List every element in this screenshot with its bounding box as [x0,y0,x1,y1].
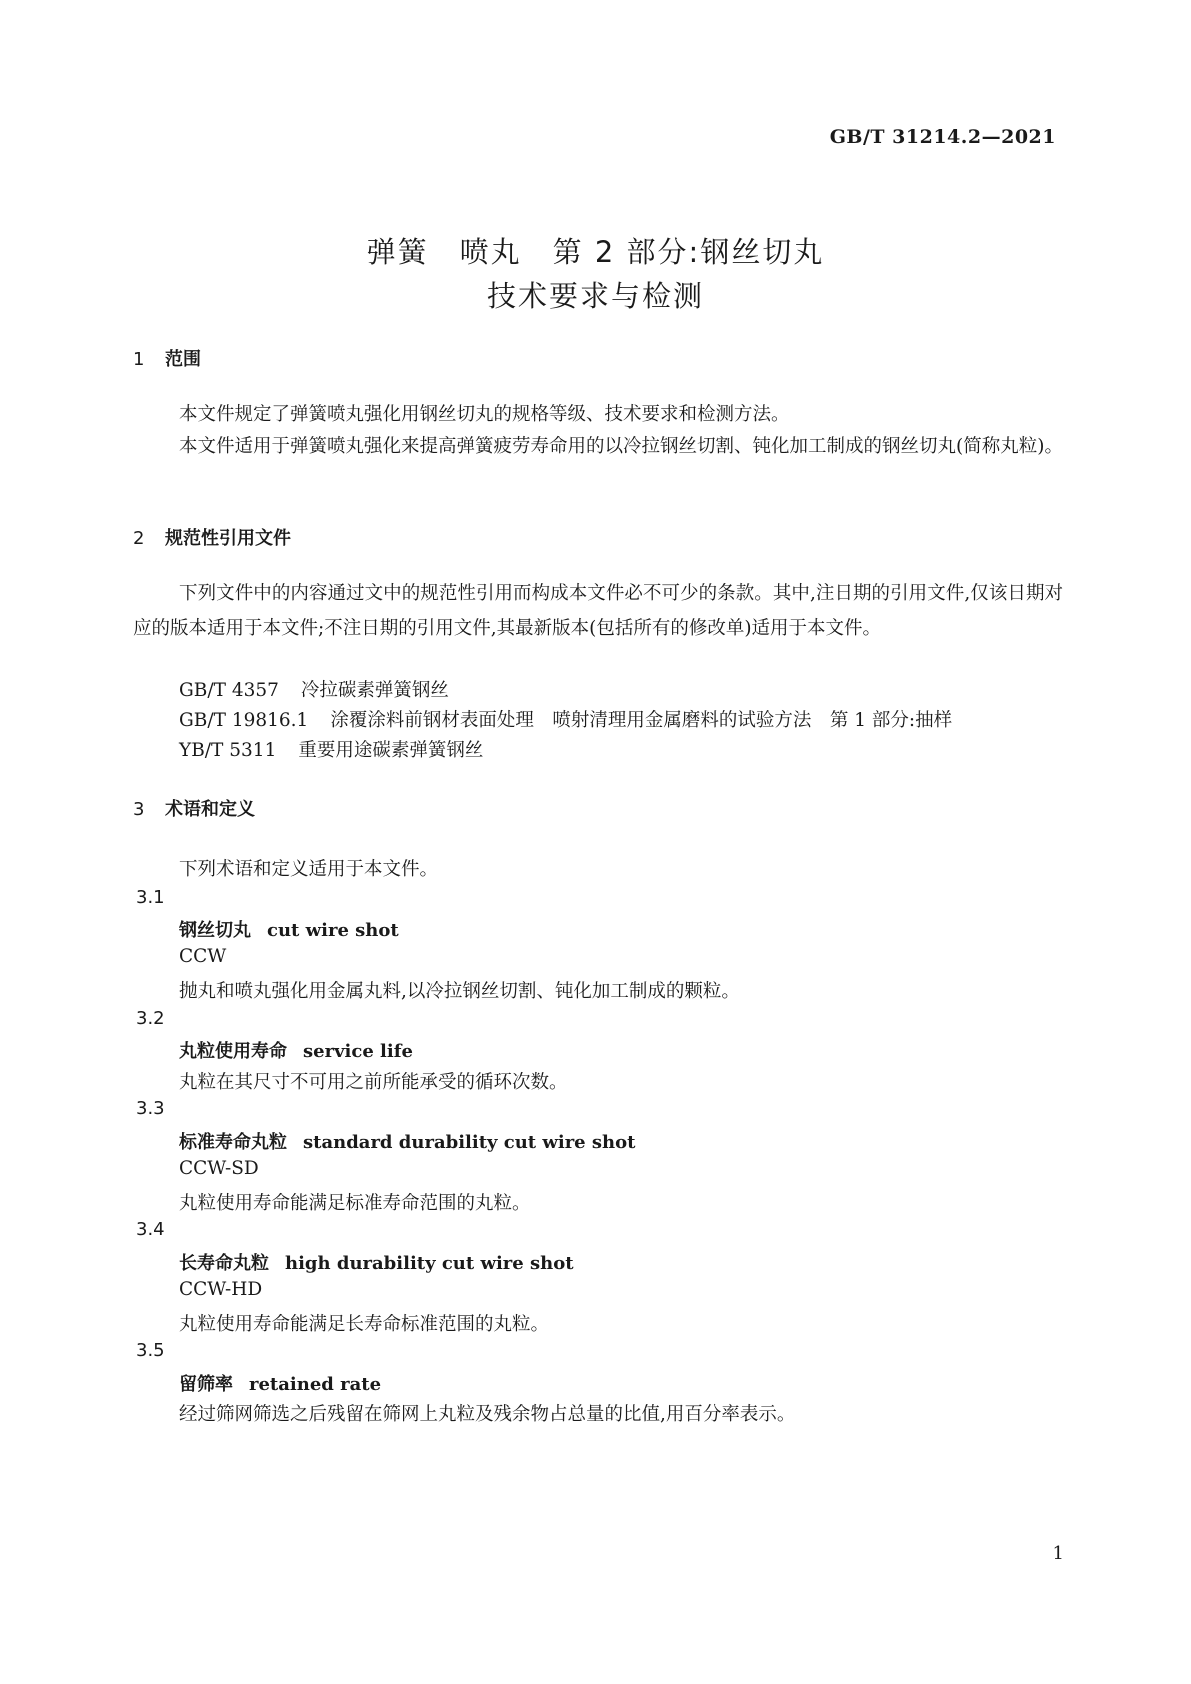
page-number: 1 [1052,1543,1064,1564]
term-definition: 丸粒在其尺寸不可用之前所能承受的循环次数。 [179,1072,568,1093]
reference-code: YB/T 5311 [179,740,277,761]
document-title: 弹簧 喷丸 第 2 部分:钢丝切丸 [366,235,825,269]
paragraph: 下列术语和定义适用于本文件。 [179,859,439,880]
term-abbreviation: CCW [179,946,227,967]
term-number: 3.2 [136,1008,165,1029]
section-title: 范围 [165,349,201,370]
document-subtitle: 技术要求与检测 [486,279,704,313]
term-heading [179,1037,413,1063]
term-definition: 经过筛网筛选之后残留在筛网上丸粒及残余物占总量的比值,用百分率表示。 [179,1404,796,1425]
term-zh: 标准寿命丸粒 [179,1132,287,1153]
paragraph: 本文件规定了弹簧喷丸强化用钢丝切丸的规格等级、技术要求和检测方法。 [179,404,790,425]
term-en: high durability cut wire shot [285,1253,574,1274]
term-number: 3.5 [136,1340,165,1361]
section-title: 规范性引用文件 [165,528,291,549]
section-heading-scope [133,345,201,371]
term-heading [179,1249,574,1275]
section-number: 2 [133,528,145,549]
section-heading-terms [133,795,255,821]
reference-item [179,676,449,702]
paragraph: 下列文件中的内容通过文中的规范性引用而构成本文件必不可少的条款。其中,注日期的引用文件,仅该日期对应的版本适用于本文件;不注日期的引用文件,其最新版本(包括所有的修改单)适用于本文件。 [133,583,1063,639]
term-heading [179,1128,635,1154]
term-abbreviation: CCW-HD [179,1279,263,1300]
reference-code: GB/T 4357 [179,680,279,701]
term-number: 3.4 [136,1219,165,1240]
term-definition: 丸粒使用寿命能满足标准寿命范围的丸粒。 [179,1193,531,1214]
term-number: 3.1 [136,887,165,908]
paragraph: 本文件适用于弹簧喷丸强化来提高弹簧疲劳寿命用的以冷拉钢丝切割、钝化加工制成的钢丝切丸(简称丸粒)。 [179,436,1063,457]
section-number: 3 [133,799,145,820]
reference-title: 重要用途碳素弹簧钢丝 [298,740,484,761]
reference-title: 冷拉碳素弹簧钢丝 [300,680,449,701]
term-number: 3.3 [136,1098,165,1119]
term-heading [179,1370,381,1396]
term-definition: 抛丸和喷丸强化用金属丸料,以冷拉钢丝切割、钝化加工制成的颗粒。 [179,981,740,1002]
document-number: GB/T 31214.2—2021 [829,126,1056,148]
section-heading-normative-references [133,524,291,550]
term-definition: 丸粒使用寿命能满足长寿命标准范围的丸粒。 [179,1314,550,1335]
term-en: service life [303,1041,413,1062]
section-number: 1 [133,349,145,370]
term-abbreviation: CCW-SD [179,1158,259,1179]
term-en: retained rate [249,1374,382,1395]
term-zh: 留筛率 [179,1374,233,1395]
term-zh: 钢丝切丸 [179,920,251,941]
reference-item [179,736,483,762]
reference-code: GB/T 19816.1 [179,710,309,731]
term-heading [179,916,399,942]
reference-title: 涂覆涂料前钢材表面处理 喷射清理用金属磨料的试验方法 第 1 部分:抽样 [330,710,953,731]
term-en: standard durability cut wire shot [303,1132,636,1153]
reference-item [179,706,952,732]
section-title: 术语和定义 [165,799,255,820]
term-en: cut wire shot [267,920,399,941]
term-zh: 丸粒使用寿命 [179,1041,287,1062]
term-zh: 长寿命丸粒 [179,1253,269,1274]
